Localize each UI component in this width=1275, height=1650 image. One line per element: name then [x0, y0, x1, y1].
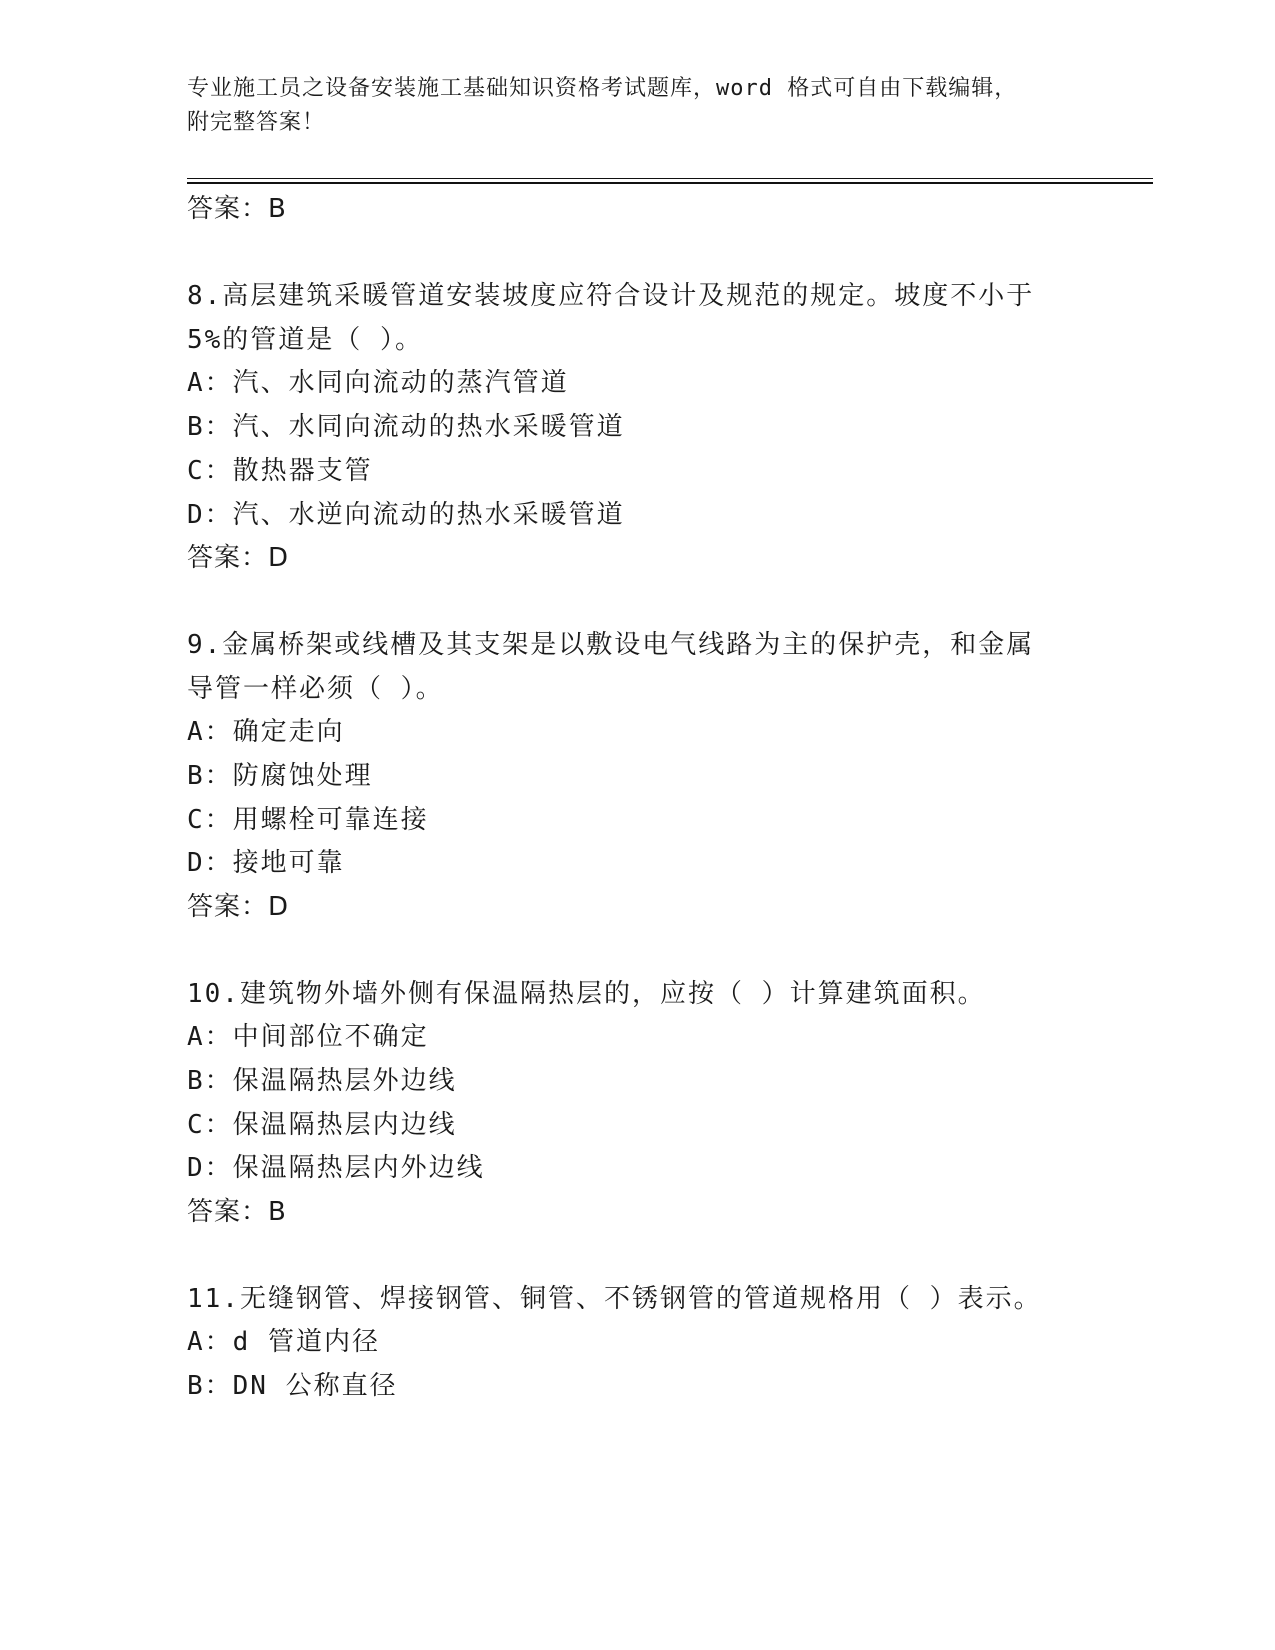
header-divider-thick [187, 182, 1153, 184]
question-8-option-c: C：散热器支管 [187, 456, 373, 486]
question-8-stem-line-1: 8.高层建筑采暖管道安装坡度应符合设计及规范的规定。坡度不小于 [187, 281, 1035, 311]
question-9-option-c: C：用螺栓可靠连接 [187, 805, 429, 835]
question-8-option-a: A：汽、水同向流动的蒸汽管道 [187, 368, 569, 398]
question-10-option-b: B：保温隔热层外边线 [187, 1066, 457, 1096]
question-8-answer: 答案：D [187, 543, 290, 573]
question-9-stem-line-1: 9.金属桥架或线槽及其支架是以敷设电气线路为主的保护壳，和金属 [187, 630, 1035, 660]
header-line-2: 附完整答案！ [187, 110, 326, 135]
question-11-stem: 11.无缝钢管、焊接钢管、铜管、不锈钢管的管道规格用（ ）表示。 [187, 1284, 1042, 1314]
question-10-stem: 10.建筑物外墙外侧有保温隔热层的，应按（ ）计算建筑面积。 [187, 979, 986, 1009]
question-10-option-d: D：保温隔热层内外边线 [187, 1153, 485, 1183]
question-8-option-b: B：汽、水同向流动的热水采暖管道 [187, 412, 625, 442]
question-11-option-a: A：d 管道内径 [187, 1327, 380, 1357]
question-9-stem-line-2: 导管一样必须（ ）。 [187, 674, 444, 704]
question-9-option-b: B：防腐蚀处理 [187, 761, 373, 791]
question-8-option-d: D：汽、水逆向流动的热水采暖管道 [187, 500, 625, 530]
previous-answer: 答案：B [187, 194, 287, 224]
header-divider-thin [187, 178, 1153, 179]
question-8-stem-line-2: 5%的管道是（ ）。 [187, 325, 423, 355]
question-10-option-c: C：保温隔热层内边线 [187, 1110, 457, 1140]
document-header [187, 72, 1087, 140]
question-10-answer: 答案：B [187, 1197, 287, 1227]
question-9-answer: 答案：D [187, 892, 290, 922]
question-10-option-a: A：中间部位不确定 [187, 1022, 429, 1052]
question-9-option-a: A：确定走向 [187, 717, 345, 747]
question-9-option-d: D：接地可靠 [187, 848, 345, 878]
header-line-1: 专业施工员之设备安装施工基础知识资格考试题库，word 格式可自由下载编辑， [187, 76, 1018, 101]
question-11-option-b: B：DN 公称直径 [187, 1371, 398, 1401]
